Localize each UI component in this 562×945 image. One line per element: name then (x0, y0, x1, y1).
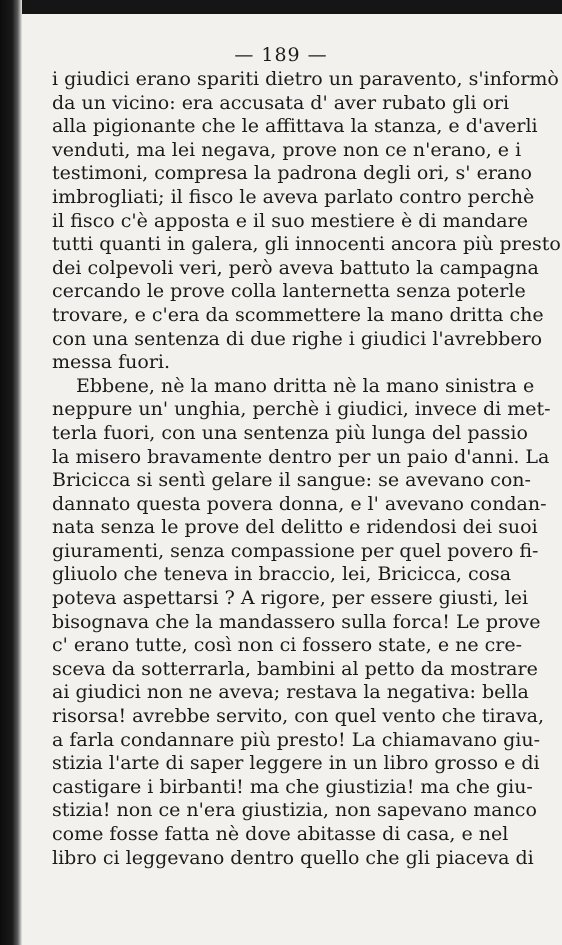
text-line: con una sentenza di due righe i giudici l'avrebbero (52, 327, 543, 350)
text-line: come fosse fatta nè dove abitasse di casa, e nel (52, 823, 509, 845)
text-line: messa fuori. (52, 351, 171, 374)
text-line: il fisco c'è apposta e il suo mestiere è di mandare (52, 209, 528, 232)
text-line: tutti quanti in galera, gli innocenti ancora più presto (52, 233, 561, 256)
paragraph-2 (52, 374, 551, 870)
text-line: venduti, ma lei negava, prove non ce n'erano, e i (52, 138, 522, 161)
text-line: sceva da sotterrarla, bambini al petto da mostrare (52, 657, 538, 680)
text-line: dei colpevoli veri, però aveva battuto la campagna (52, 256, 539, 279)
text-line: da un vicino: era accusata d' aver rubato gli ori (52, 91, 510, 114)
text-line: Bricicca si sentì gelare il sangue: se avevano con- (52, 469, 531, 492)
text-line: i giudici erano spariti dietro un paravento, s'informò (52, 68, 559, 90)
text-line: alla pigionante che le affittava la stanza, e d'averli (52, 115, 538, 138)
text-line: neppure un' unghia, perchè i giudici, invece di met- (52, 398, 551, 421)
book-spine-shadow (0, 0, 22, 945)
text-line: dannato questa povera donna, e l' avevano condan- (52, 492, 547, 515)
text-line: risorsa! avrebbe servito, con quel vento che tirava, (52, 705, 545, 728)
text-line: la misero bravamente dentro per un paio d'anni. La (52, 445, 550, 468)
text-line: giuramenti, senza compassione per quel povero fi- (52, 539, 539, 562)
text-line: c' erano tutte, così non ci fossero state, e ne cre- (52, 634, 523, 657)
body-text (52, 68, 561, 870)
paragraph-1 (52, 68, 561, 375)
page-number: — 189 — (234, 44, 328, 66)
text-line: trovare, e c'era da scommettere la mano dritta che (52, 303, 544, 326)
text-line: bisognava che la mandassero sulla forca! Le prove (52, 610, 541, 633)
scan-top-edge (0, 0, 562, 14)
text-line: gliuolo che teneva in braccio, lei, Bricicca, cosa (52, 563, 512, 586)
text-line: terla fuori, con una sentenza più lunga del passio (52, 421, 528, 444)
text-line: ai giudici non ne aveva; restava la negativa: bella (52, 681, 529, 704)
text-line: imbrogliati; il fisco le aveva parlato contro perchè (52, 185, 535, 208)
text-line: poteva aspettarsi ? A rigore, per essere giusti, lei (52, 587, 529, 610)
text-line: stizia l'arte di saper leggere in un libro grosso e di (52, 752, 540, 775)
text-line: castigare i birbanti! ma che giustizia! ma che giu- (52, 775, 533, 798)
text-line: nata senza le prove del delitto e ridendosi dei suoi (52, 516, 538, 539)
text-line: stizia! non ce n'era giustizia, non sapevano manco (52, 799, 537, 822)
text-line: libro ci leggevano dentro quello che gli piaceva di (52, 846, 534, 869)
text-line: testimoni, compresa la padrona degli ori, s' erano (52, 162, 532, 185)
text-line: a farla condannare più presto! La chiamavano giu- (52, 728, 541, 751)
text-line: cercando le prove colla lanternetta senza poterle (52, 280, 526, 303)
text-line: Ebbene, nè la mano dritta nè la mano sinistra e (76, 374, 535, 397)
